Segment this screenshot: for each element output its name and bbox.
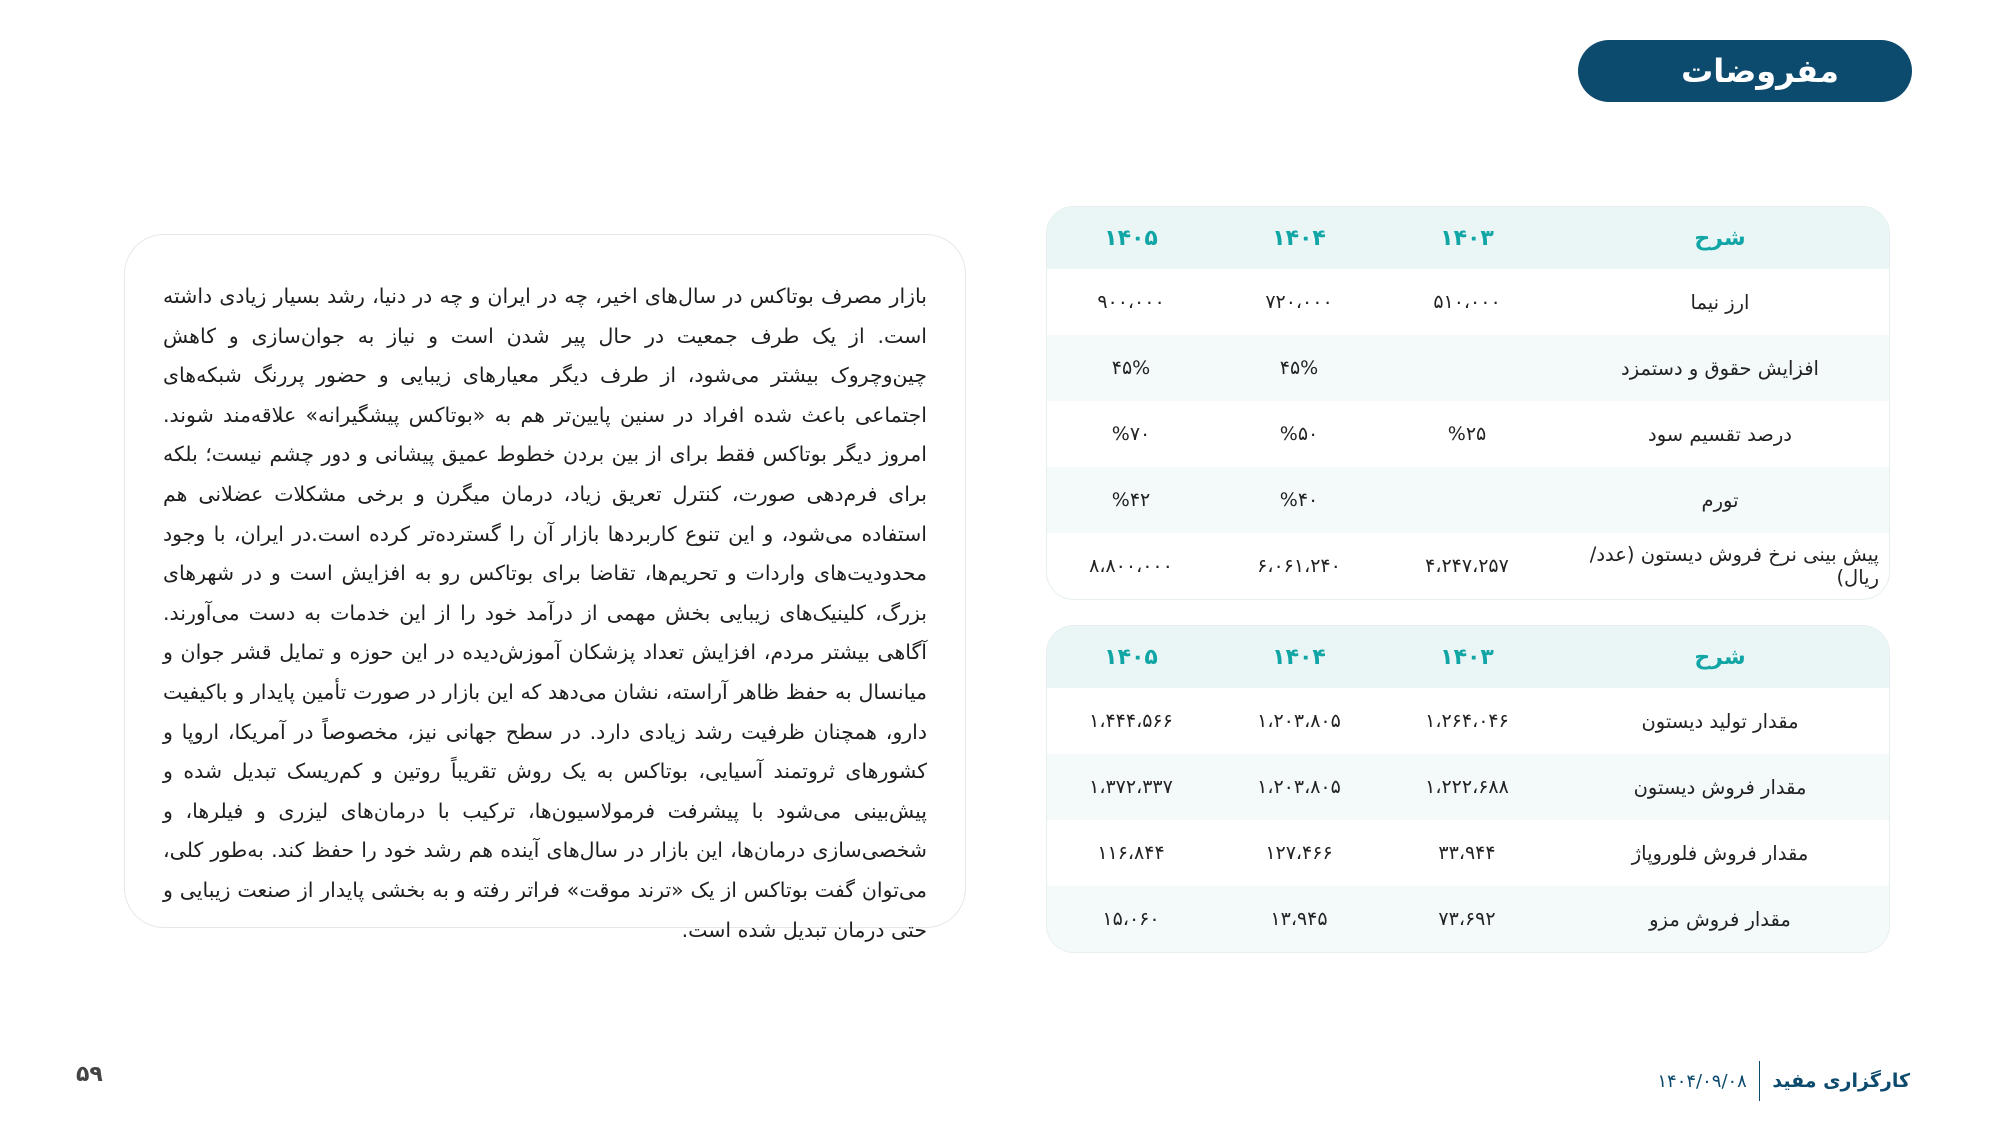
sales-volume-table (1046, 625, 1890, 953)
cell-value: %۲۵ (1447, 423, 1487, 445)
cell-value: %۴۲ (1047, 467, 1215, 533)
table-row (1047, 688, 1889, 754)
cell-value: ۹۰۰،۰۰۰ (1097, 291, 1165, 313)
row-label: افزایش حقوق و دستمزد (1551, 335, 1889, 401)
report-date: ۱۴۰۴/۰۹/۰۸ (1657, 1070, 1747, 1092)
cell-value: ۴،۲۴۷،۲۵۷ (1425, 555, 1509, 577)
page-title (1578, 40, 1912, 102)
cell-value: ۱،۴۴۴،۵۶۶ (1089, 710, 1173, 732)
header-description: شرح (1551, 626, 1889, 688)
body-paragraph: بازار مصرف بوتاکس در سال‌های اخیر، چه در ایران و چه در دنیا، رشد بسیار زیادی داشته است. از یک طرف جمعیت در حال پیر شدن است و نیاز به جوان‌سازی و کاهش چین‌وچروک بیشتر می‌شود، از طرف دیگر معیارهای زیبایی و حضور پررنگ شبکه‌های اجتماعی باعث شده افراد در سنین پایین‌تر هم به «بوتاکس پیشگیرانه» علاقه‌مند شوند. امروز دیگر بوتاکس فقط برای از بین بردن خطوط عمیق پیشانی و دور چشم نیست؛ بلکه برای فرم‌دهی صورت، کنترل تعریق زیاد، درمان میگرن و برخی مشکلات عضلانی هم استفاده می‌شود، و این تنوع کاربردها بازار آن را گسترده‌تر کرده است.در ایران، با وجود محدودیت‌های واردات و تحریم‌ها، تقاضا برای بوتاکس رو به افزایش است و در شهرهای بزرگ، کلینیک‌های زیبایی بخش مهمی از درآمد خود را از این خدمات به دست می‌آورند. آگاهی بیشتر مردم، افزایش تعداد پزشکان آموزش‌دیده در این حوزه و تمایل قشر جوان و میانسال به حفظ ظاهر آراسته، نشان می‌دهد که این بازار در صورت تأمین پایدار و باکیفیت دارو، همچنان ظرفیت رشد زیادی دارد. در سطح جهانی نیز، مخصوصاً در آمریکا، اروپا و کشورهای ثروتمند آسیایی، بوتاکس به یک روش تقریباً روتین و کم‌ریسک تبدیل شده و پیش‌بینی می‌شود با پیشرفت فرمولاسیون‌ها، ترکیب با درمان‌های لیزری و فیلرها، و شخصی‌سازی درمان‌ها، این بازار در سال‌های آینده هم رشد خود را حفظ کند. به‌طور کلی، می‌توان گفت بوتاکس از یک «ترند موقت» فراتر رفته و به بخشی پایدار از صنعت زیبایی و حتی درمان تبدیل شده است. (163, 284, 927, 942)
cell-value: %۴۰ (1215, 467, 1383, 533)
table-row (1047, 886, 1889, 952)
row-label: مقدار تولید دیستون (1641, 709, 1799, 733)
cell-value (1383, 467, 1551, 533)
cell-value: ۱،۲۶۴،۰۴۶ (1425, 710, 1509, 732)
header-year-1405: ۱۴۰۵ (1047, 626, 1215, 688)
header-year-1403: ۱۴۰۳ (1383, 207, 1551, 269)
row-label: ارز نیما (1690, 290, 1750, 314)
cell-value: ۴۵% (1215, 335, 1383, 401)
table-row (1047, 467, 1889, 533)
cell-value: ۱۲۷،۴۶۶ (1265, 842, 1333, 864)
row-label: مقدار فروش فلوروپاژ (1631, 841, 1809, 865)
table-row (1047, 754, 1889, 820)
table-row (1047, 820, 1889, 886)
row-label: مقدار فروش مزو (1551, 886, 1889, 952)
footer-brand (1657, 1061, 1910, 1101)
header-year-1405: ۱۴۰۵ (1047, 207, 1215, 269)
table-header-row (1047, 626, 1889, 688)
cell-value: ۴۵% (1047, 335, 1215, 401)
text-card (124, 234, 966, 942)
cell-value (1383, 335, 1551, 401)
cell-value: ۶،۰۶۱،۲۴۰ (1257, 555, 1341, 577)
cell-value: %۵۰ (1279, 423, 1319, 445)
header-year-1403: ۱۴۰۳ (1383, 626, 1551, 688)
brand-name: کارگزاری مفید (1772, 1070, 1910, 1092)
cell-value: ۳۳،۹۴۴ (1438, 842, 1496, 864)
cell-value: ۷۲۰،۰۰۰ (1265, 291, 1333, 313)
table-row (1047, 269, 1889, 335)
row-label: پیش بینی نرخ فروش دیستون (عدد/ریال) (1589, 543, 1879, 589)
page-number: ۵۹ (76, 1062, 103, 1087)
row-label: تورم (1551, 467, 1889, 533)
table-row (1047, 335, 1889, 401)
cell-value: ۱۱۶،۸۴۴ (1097, 842, 1165, 864)
cell-value: ۱،۲۰۳،۸۰۵ (1215, 754, 1383, 820)
row-label: مقدار فروش دیستون (1551, 754, 1889, 820)
table-row (1047, 533, 1889, 599)
table-header-row (1047, 207, 1889, 269)
table-row (1047, 401, 1889, 467)
header-description: شرح (1551, 207, 1889, 269)
cell-value: ۵۱۰،۰۰۰ (1433, 291, 1501, 313)
cell-value: ۸،۸۰۰،۰۰۰ (1089, 555, 1173, 577)
cell-value: ۱۵،۰۶۰ (1047, 886, 1215, 952)
cell-value: ۱۳،۹۴۵ (1215, 886, 1383, 952)
cell-value: ۱،۳۷۲،۳۳۷ (1047, 754, 1215, 820)
cell-value: ۱،۲۰۳،۸۰۵ (1257, 710, 1341, 732)
row-label: درصد تقسیم سود (1648, 422, 1792, 446)
header-year-1404: ۱۴۰۴ (1215, 207, 1383, 269)
footer-divider (1759, 1061, 1761, 1101)
cell-value: ۷۳،۶۹۲ (1383, 886, 1551, 952)
cell-value: %۷۰ (1111, 423, 1151, 445)
assumptions-table (1046, 206, 1890, 600)
cell-value: ۱،۲۲۲،۶۸۸ (1383, 754, 1551, 820)
page-title-label: مفروضات (1681, 52, 1839, 90)
header-year-1404: ۱۴۰۴ (1215, 626, 1383, 688)
